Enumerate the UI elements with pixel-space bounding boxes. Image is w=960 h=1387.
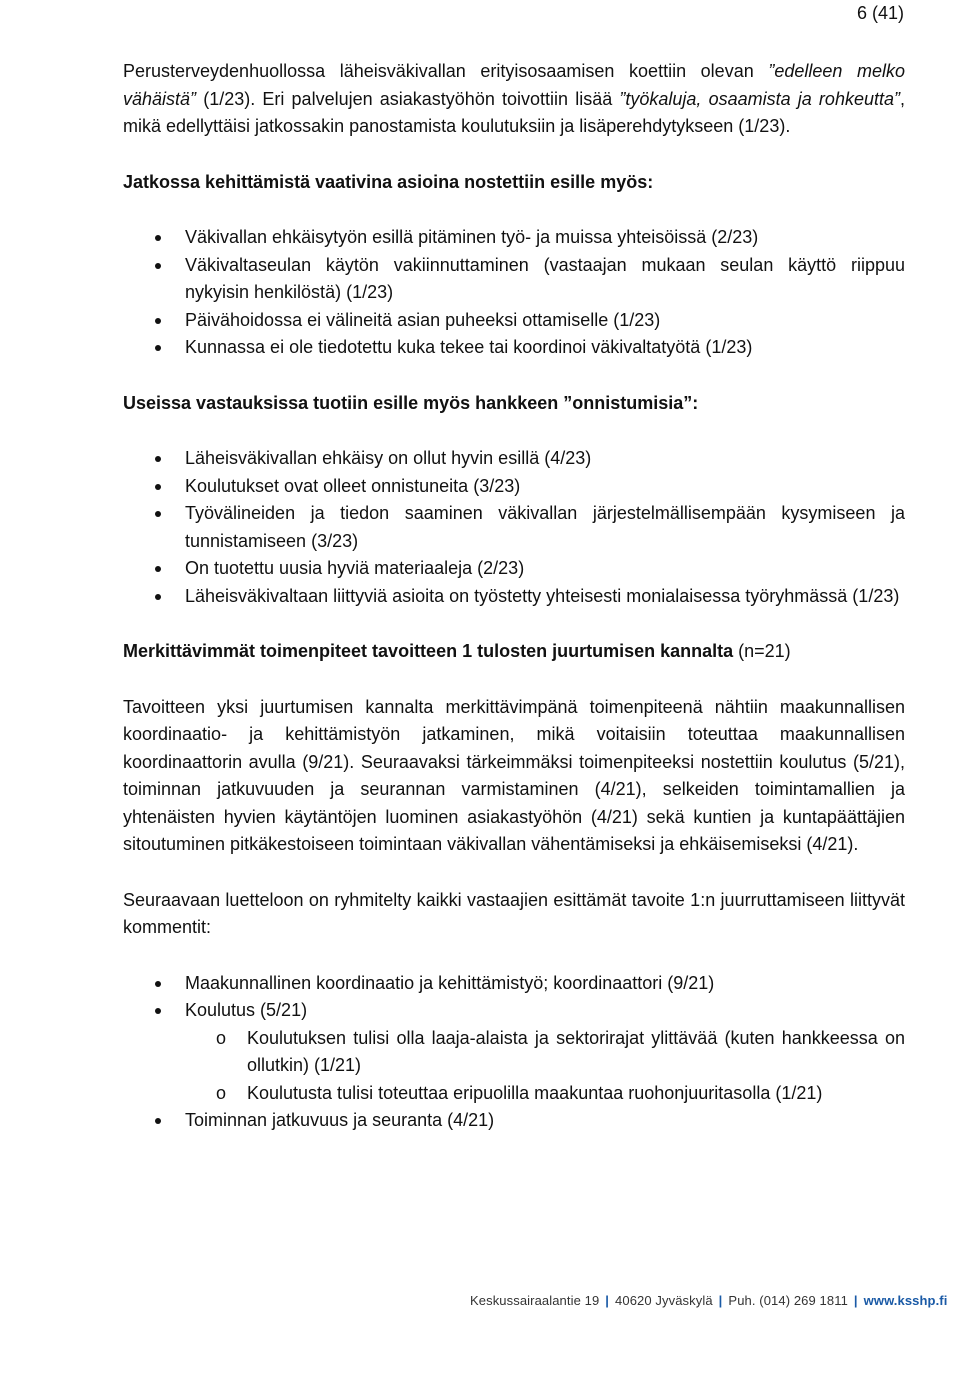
sub-list-item: o Koulutusta tulisi toteuttaa eripuolilla maakuntaa ruohonjuuritasolla (1/21) xyxy=(247,1080,905,1108)
sub-list xyxy=(185,1025,905,1108)
section2-heading: Useissa vastauksissa tuotiin esille myös hankkeen ”onnistumisia”: xyxy=(123,392,699,413)
sub-list-item: o Koulutuksen tulisi olla laaja-alaista ja sektorirajat ylittävää (kuten hankkeessa on ollutkin) (1/21) xyxy=(247,1025,905,1080)
footer-phone: Puh. (014) 269 1811 xyxy=(728,1293,848,1308)
list-item: Läheisväkivallan ehkäisy on ollut hyvin esillä (4/23) xyxy=(185,445,905,473)
list-item: Koulutukset ovat olleet onnistuneita (3/23) xyxy=(185,473,905,501)
page-number: 6 (41) xyxy=(856,3,904,23)
section1-heading: Jatkossa kehittämistä vaativina asioina nostettiin esille myös: xyxy=(123,171,654,192)
section2-list xyxy=(123,445,905,610)
list-item: Kunnassa ei ole tiedotettu kuka tekee tai koordinoi väkivaltatyötä (1/23) xyxy=(185,334,905,362)
document-body xyxy=(123,58,905,1135)
list-item: Läheisväkivaltaan liittyviä asioita on työstetty yhteisesti monialaisessa työryhmässä (1/23) xyxy=(185,583,905,611)
list-item: Maakunnallinen koordinaatio ja kehittämistyö; koordinaattori (9/21) xyxy=(185,970,905,998)
list-item: Päivähoidossa ei välineitä asian puheeksi ottamiselle (1/23) xyxy=(185,307,905,335)
section3-list xyxy=(123,970,905,1135)
footer-website-link[interactable]: www.ksshp.fi xyxy=(863,1293,948,1308)
list-item: Väkivallan ehkäisytyön esillä pitäminen työ- ja muissa yhteisöissä (2/23) xyxy=(185,224,905,252)
footer-address: Keskussairaalantie 19 xyxy=(470,1293,600,1308)
section3-heading: Merkittävimmät toimenpiteet tavoitteen 1 tulosten juurtumisen kannalta (n=21) xyxy=(123,641,791,661)
list-item: Väkivaltaseulan käytön vakiinnuttaminen (vastaajan mukaan seulan käyttö riippuu nykyisin henkilöstä) (1/23) xyxy=(185,252,905,307)
section3-list-intro: Seuraavaan luetteloon on ryhmitelty kaikki vastaajien esittämät tavoite 1:n juurruttamiseen liittyvät kommentit: xyxy=(123,889,905,937)
list-item: Toiminnan jatkuvuus ja seuranta (4/21) xyxy=(185,1107,905,1135)
page-footer: Keskussairaalantie 19 | 40620 Jyväskylä | Puh. (014) 269 1811 | www.ksshp.fi xyxy=(470,1293,948,1308)
footer-postal: 40620 Jyväskylä xyxy=(615,1293,713,1308)
intro-quote-1: ”edelleen melko vähäistä” xyxy=(123,61,905,109)
intro-paragraph: Perusterveydenhuollossa läheisväkivallan erityisosaamisen koettiin olevan ”edelleen melko vähäistä” (1/23). Eri palvelujen asiakastyöhön toivottiin lisää ”työkaluja, osaamista ja rohkeutta”, mikä edellyttäisi jatkossakin panostamista koulutuksiin ja lisäperehdytykseen (1/23). xyxy=(123,61,905,136)
section3-paragraph: Tavoitteen yksi juurtumisen kannalta merkittävimpänä toimenpiteenä nähtiin maakunnallisen koordinaatio- ja kehittämistyön jatkaminen, mikä voitaisiin toteuttaa maakunnallisen koordinaattorin avulla (9/21). Seuraavaksi tärkeimmäksi toimenpiteeksi nostettiin koulutus (5/21), toiminnan jatkuvuuden ja seurannan varmistaminen (4/21), selkeiden toimintamallien ja yhtenäisten hyvien käytäntöjen luominen asiakastyöhön (4/21) sekä kuntien ja kuntapäättäjien sitoutuminen pitkäkestoiseen toimintaan väkivallan vähentämiseksi ja ehkäisemiseksi (4/21). xyxy=(123,696,905,854)
list-item: Koulutus (5/21) o Koulutuksen tulisi olla laaja-alaista ja sektorirajat ylittävää (kuten hankkeessa on ollutkin) (1/21) o Koulutusta tulisi toteuttaa eripuolilla maakuntaa ruohonjuuritasolla (1/21) xyxy=(185,997,905,1107)
list-item: On tuotettu uusia hyviä materiaaleja (2/23) xyxy=(185,555,905,583)
intro-quote-2: ”työkaluja, osaamista ja rohkeutta” xyxy=(619,88,900,109)
list-item: Työvälineiden ja tiedon saaminen väkivallan järjestelmällisempään kysymiseen ja tunnistamiseen (3/23) xyxy=(185,500,905,555)
section1-list xyxy=(123,224,905,362)
